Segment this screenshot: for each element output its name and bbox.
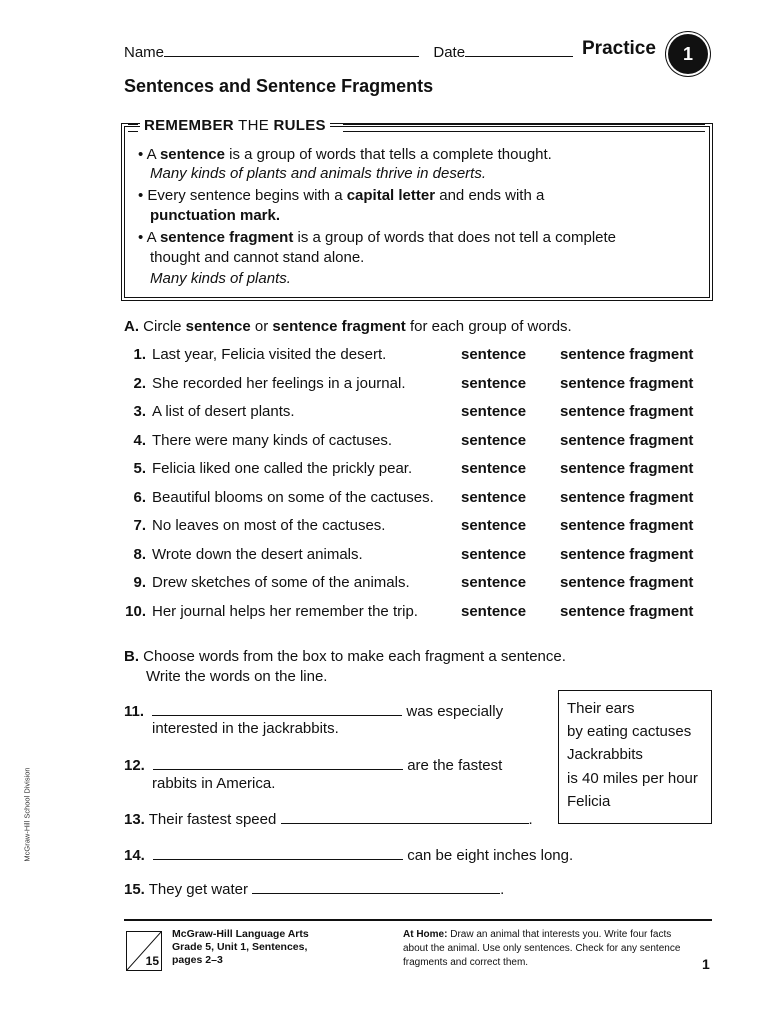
item-number: 4. bbox=[133, 432, 146, 449]
rules-header-decoration-left bbox=[128, 124, 138, 132]
at-home-note: At Home: Draw an animal that interests you. Write four facts about the animal. Use only sentences. Check for any sentence fragments and correct them. bbox=[403, 929, 681, 968]
side-publisher-text: McGraw-Hill School Division bbox=[22, 767, 32, 862]
item-number: 1. bbox=[133, 346, 146, 363]
sentence-option[interactable]: sentence bbox=[461, 574, 527, 591]
item-number: 6. bbox=[133, 489, 146, 506]
sentence-option[interactable]: sentence bbox=[461, 603, 527, 620]
publisher-box-number: 15 bbox=[145, 954, 159, 968]
publisher-info bbox=[172, 928, 309, 967]
sentence-fragment-option[interactable]: sentence fragment bbox=[560, 517, 694, 534]
word-option: is 40 miles per hour bbox=[567, 770, 698, 787]
word-option: Felicia bbox=[567, 793, 611, 810]
sentence-option[interactable]: sentence bbox=[461, 432, 527, 449]
answer-line-14[interactable] bbox=[153, 845, 403, 860]
item-text: Felicia liked one called the prickly pear. bbox=[152, 460, 413, 477]
word-option: by eating cactuses bbox=[567, 723, 692, 740]
word-option: Jackrabbits bbox=[567, 746, 643, 763]
item-text: No leaves on most of the cactuses. bbox=[152, 517, 386, 534]
item-number: 2. bbox=[133, 375, 146, 392]
rule-3-line2: thought and cannot stand alone. bbox=[150, 249, 365, 266]
answer-line-12[interactable] bbox=[153, 755, 403, 770]
sentence-option[interactable]: sentence bbox=[461, 489, 527, 506]
question-14: 14. can be eight inches long. bbox=[124, 847, 574, 864]
question-12-line2: rabbits in America. bbox=[152, 775, 276, 792]
item-text: Wrote down the desert animals. bbox=[152, 546, 363, 563]
date-field[interactable] bbox=[465, 42, 573, 57]
page-title: Sentences and Sentence Fragments bbox=[124, 76, 434, 96]
sentence-fragment-option[interactable]: sentence fragment bbox=[560, 432, 694, 449]
sentence-option[interactable]: sentence bbox=[461, 403, 527, 420]
item-number: 3. bbox=[133, 403, 146, 420]
rule-2: • Every sentence begins with a capital letter and ends with a bbox=[138, 187, 545, 204]
sentence-fragment-option[interactable]: sentence fragment bbox=[560, 403, 694, 420]
publisher-line-1: McGraw-Hill Language Arts bbox=[172, 928, 309, 940]
item-number: 5. bbox=[133, 460, 146, 477]
item-text: A list of desert plants. bbox=[152, 403, 295, 420]
sentence-fragment-option[interactable]: sentence fragment bbox=[560, 574, 694, 591]
section-b-instructions: B. Choose words from the box to make each fragment a sentence. bbox=[124, 648, 566, 665]
item-text: Drew sketches of some of the animals. bbox=[152, 574, 410, 591]
page-number: 1 bbox=[702, 956, 710, 972]
rules-header-decoration-right bbox=[343, 124, 705, 132]
question-11-line2: interested in the jackrabbits. bbox=[152, 720, 339, 737]
item-text: Beautiful blooms on some of the cactuses. bbox=[152, 489, 434, 506]
publisher-line-2: Grade 5, Unit 1, Sentences, bbox=[172, 941, 308, 953]
section-a-instructions: A. Circle sentence or sentence fragment for each group of words. bbox=[124, 318, 572, 335]
item-number: 7. bbox=[133, 517, 146, 534]
sentence-fragment-option[interactable]: sentence fragment bbox=[560, 546, 694, 563]
item-text: She recorded her feelings in a journal. bbox=[152, 375, 406, 392]
item-text: There were many kinds of cactuses. bbox=[152, 432, 393, 449]
sentence-option[interactable]: sentence bbox=[461, 546, 527, 563]
sentence-option[interactable]: sentence bbox=[461, 346, 527, 363]
rule-3: • A sentence fragment is a group of words that does not tell a complete bbox=[138, 229, 617, 246]
rules-header bbox=[140, 117, 330, 134]
name-label: Name bbox=[124, 44, 165, 61]
name-date-row bbox=[124, 42, 584, 61]
word-option: Their ears bbox=[567, 700, 635, 717]
answer-line-11[interactable] bbox=[152, 701, 402, 716]
rule-1-example: Many kinds of plants and animals thrive in deserts. bbox=[150, 165, 486, 182]
publisher-line-3: pages 2–3 bbox=[172, 954, 223, 966]
question-12: 12. are the fastest bbox=[124, 757, 503, 774]
footer-divider bbox=[124, 919, 712, 921]
item-number: 8. bbox=[133, 546, 146, 563]
rule-3-example: Many kinds of plants. bbox=[150, 270, 291, 287]
rule-1: • A sentence is a group of words that tells a complete thought. bbox=[138, 146, 552, 163]
item-text: Her journal helps her remember the trip. bbox=[152, 603, 418, 620]
question-13: 13. Their fastest speed . bbox=[124, 811, 533, 828]
sentence-fragment-option[interactable]: sentence fragment bbox=[560, 346, 694, 363]
question-11: 11. was especially bbox=[124, 703, 504, 720]
sentence-option[interactable]: sentence bbox=[461, 460, 527, 477]
rules-header-the: THE bbox=[233, 117, 274, 134]
sentence-fragment-option[interactable]: sentence fragment bbox=[560, 375, 694, 392]
section-b-instructions-line2: Write the words on the line. bbox=[146, 668, 328, 685]
sentence-fragment-option[interactable]: sentence fragment bbox=[560, 489, 694, 506]
item-number: 9. bbox=[133, 574, 146, 591]
sentence-option[interactable]: sentence bbox=[461, 517, 527, 534]
practice-number-badge: 1 bbox=[668, 34, 708, 74]
answer-line-15[interactable] bbox=[252, 879, 500, 894]
item-text: Last year, Felicia visited the desert. bbox=[152, 346, 387, 363]
rules-header-remember: REMEMBER bbox=[144, 117, 234, 134]
date-label: Date bbox=[433, 44, 466, 61]
publisher-number-box bbox=[126, 931, 162, 971]
sentence-fragment-option[interactable]: sentence fragment bbox=[560, 460, 694, 477]
sentence-fragment-option[interactable]: sentence fragment bbox=[560, 603, 694, 620]
item-number: 10. bbox=[125, 603, 146, 620]
word-box bbox=[558, 690, 712, 824]
rule-2-line2: punctuation mark. bbox=[150, 207, 281, 224]
sentence-option[interactable]: sentence bbox=[461, 375, 527, 392]
rules-header-rules: RULES bbox=[273, 117, 326, 134]
practice-label: Practice bbox=[582, 38, 656, 59]
question-15: 15. They get water . bbox=[124, 881, 505, 898]
answer-line-13[interactable] bbox=[281, 809, 529, 824]
name-field[interactable] bbox=[164, 42, 419, 57]
